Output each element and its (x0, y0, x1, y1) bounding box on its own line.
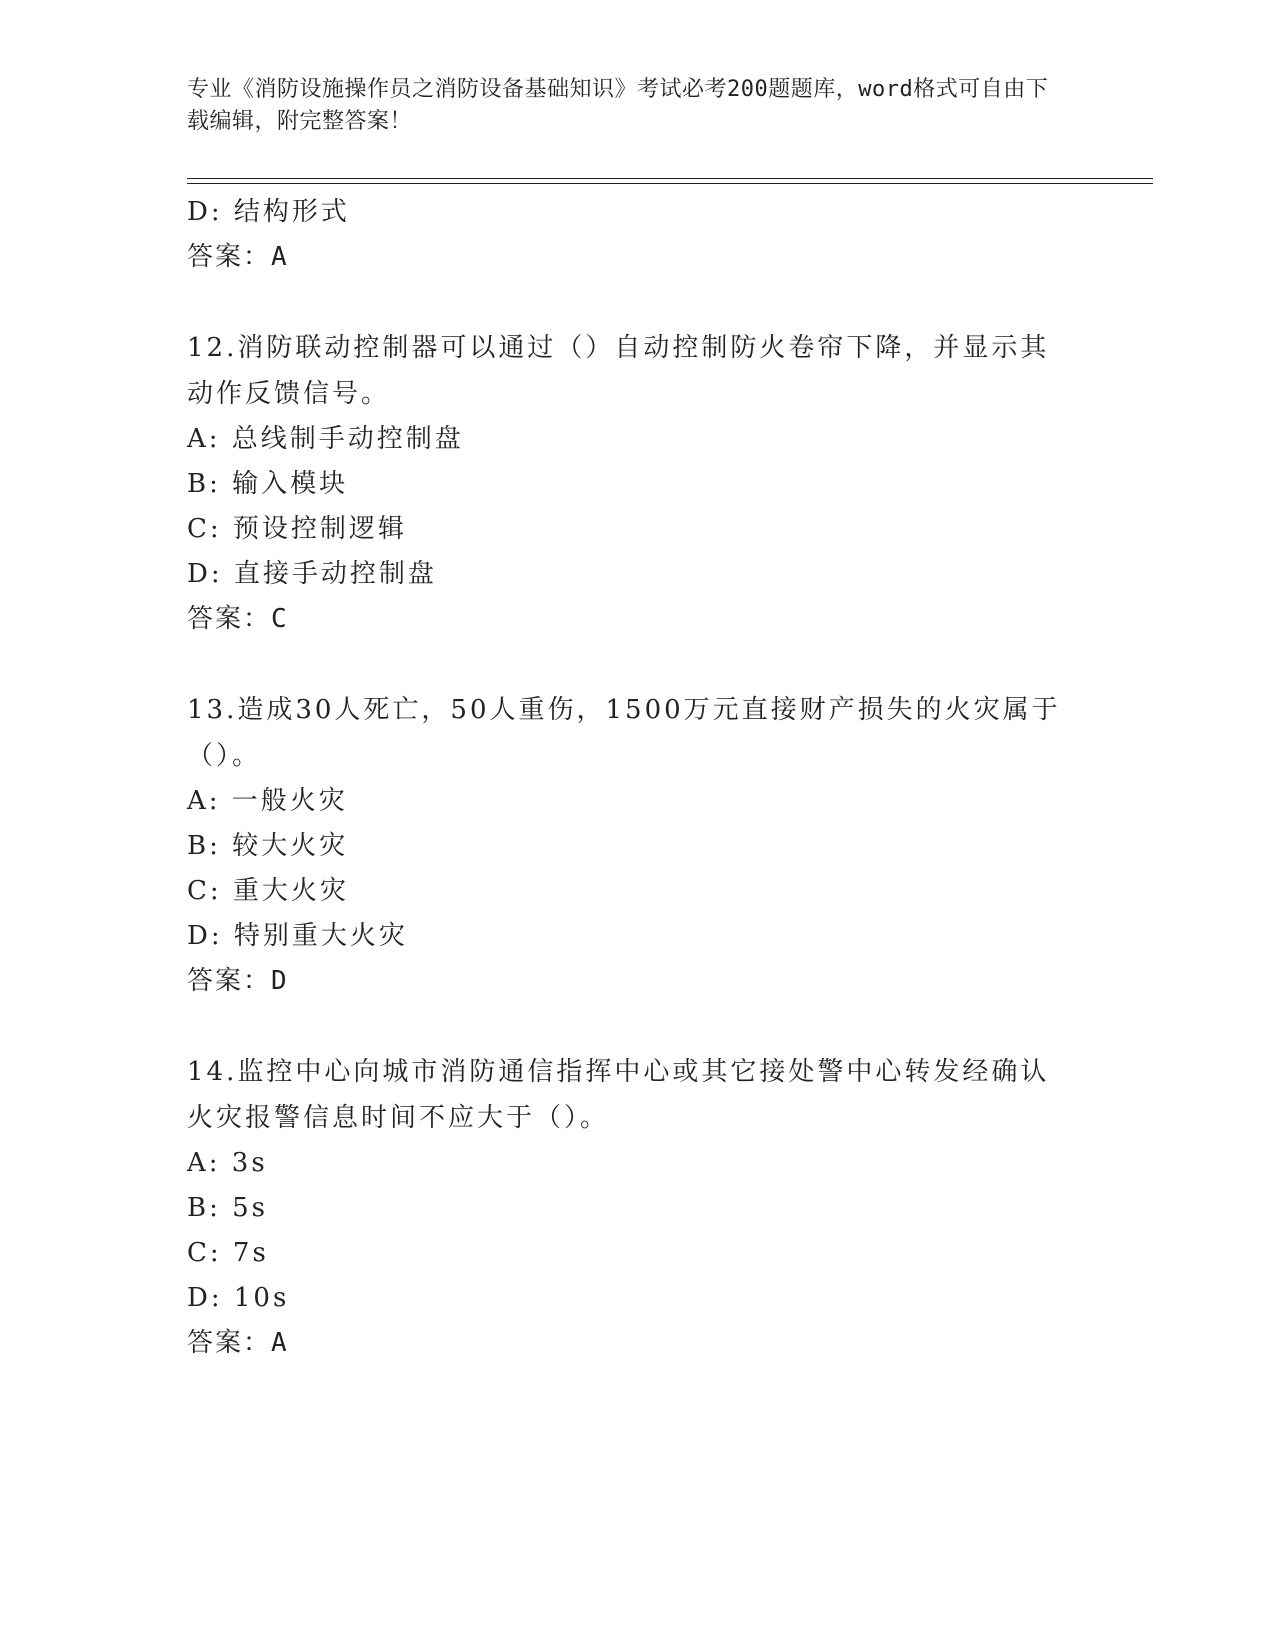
option-b: B: 5s (187, 1193, 269, 1223)
option-d: D: 特别重大火灾 (187, 921, 408, 951)
answer: 答案：A (187, 1328, 289, 1358)
spacer (187, 1004, 1067, 1049)
spacer (187, 642, 1067, 687)
header-divider-bottom (187, 183, 1153, 184)
spacer (187, 280, 1067, 325)
option-b: B: 较大火灾 (187, 831, 349, 861)
option-c: C: 预设控制逻辑 (187, 514, 407, 544)
option-d: D: 结构形式 (187, 197, 350, 227)
option-b: B: 输入模块 (187, 469, 349, 499)
question-list (187, 190, 1067, 1366)
option-a: A: 总线制手动控制盘 (187, 424, 464, 454)
question-stem: 13.造成30人死亡，50人重伤，1500万元直接财产损失的火灾属于（）。 (187, 695, 1061, 771)
option-a: A: 一般火灾 (187, 786, 348, 816)
document-header: 专业《消防设施操作员之消防设备基础知识》考试必考200题题库，word格式可自由下载编辑，附完整答案！ (187, 77, 1049, 134)
answer: 答案：A (187, 242, 289, 272)
question-12 (187, 325, 1067, 642)
option-a: A: 3s (187, 1148, 268, 1178)
answer: 答案：D (187, 966, 289, 996)
question-13 (187, 687, 1067, 1004)
option-c: C: 重大火灾 (187, 876, 349, 906)
option-d: D: 10s (187, 1283, 290, 1313)
option-d: D: 直接手动控制盘 (187, 559, 437, 589)
question-14 (187, 1049, 1067, 1366)
question-stem: 14.监控中心向城市消防通信指挥中心或其它接处警中心转发经确认火灾报警信息时间不应大于（）。 (187, 1057, 1050, 1133)
answer: 答案：C (187, 604, 289, 634)
header-divider-top (187, 178, 1153, 179)
option-c: C: 7s (187, 1238, 269, 1268)
question-stem: 12.消防联动控制器可以通过（）自动控制防火卷帘下降，并显示其动作反馈信号。 (187, 333, 1050, 409)
